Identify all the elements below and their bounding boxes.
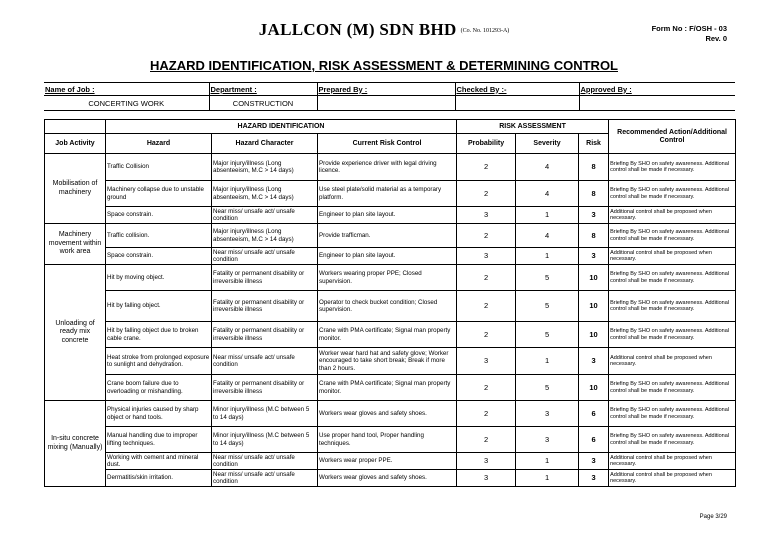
group-risk-assessment: RISK ASSESSMENT [457, 120, 609, 134]
hazard-character-cell: Major injury/illness (Long absenteeism, M.C > 14 days) [212, 154, 318, 181]
severity-cell: 3 [516, 427, 579, 453]
probability-cell: 2 [457, 427, 516, 453]
severity-cell: 1 [516, 207, 579, 224]
hazard-cell: Traffic Collision [106, 154, 212, 181]
hazard-cell: Space constrain. [106, 207, 212, 224]
risk-control-cell: Engineer to plan site layout. [318, 248, 457, 265]
severity-cell: 4 [516, 224, 579, 248]
job-activity-cell: In-situ concrete mixing (Manually) [45, 401, 106, 487]
risk-score-cell: 3 [579, 207, 609, 224]
risk-score-cell: 8 [579, 154, 609, 181]
recommended-action-cell: Additional control shall be proposed when necessary. [609, 348, 736, 375]
risk-control-cell: Use steel plate/solid material as a temporary platform. [318, 181, 457, 207]
approved-by-label: Approved By : [579, 83, 735, 96]
risk-control-cell: Engineer to plan site layout. [318, 207, 457, 224]
risk-control-cell: Crane with PMA certificate; Signal man property monitor. [318, 322, 457, 348]
checked-by-label: Checked By :- [455, 83, 579, 96]
hazard-cell: Traffic collision. [106, 224, 212, 248]
col-recommended: Recommended Action/Additional Control [609, 120, 736, 154]
col-severity: Severity [516, 134, 579, 154]
recommended-action-cell: Briefing By SHO on safety awareness. Additional control shall be made if necessary. [609, 265, 736, 291]
hazard-character-cell: Major injury/illness (Long absenteeism, M.C > 14 days) [212, 224, 318, 248]
document-title: HAZARD IDENTIFICATION, RISK ASSESSMENT & DETERMINING CONTROL [150, 58, 618, 73]
hazard-cell: Machinery collapse due to unstable ground [106, 181, 212, 207]
risk-score-cell: 3 [579, 248, 609, 265]
hazard-character-cell: Fatality or permanent disability or irreversible illness [212, 375, 318, 401]
risk-control-cell: Operator to check bucket condition; Closed supervision. [318, 291, 457, 322]
probability-cell: 2 [457, 375, 516, 401]
probability-cell: 2 [457, 181, 516, 207]
recommended-action-cell: Briefing By SHO on safety awareness. Additional control shall be made if necessary. [609, 401, 736, 427]
risk-score-cell: 10 [579, 322, 609, 348]
risk-score-cell: 10 [579, 291, 609, 322]
hazard-cell: Space constrain. [106, 248, 212, 265]
recommended-action-cell: Additional control shall be proposed when necessary. [609, 453, 736, 470]
risk-control-cell: Workers wear gloves and safety shoes. [318, 470, 457, 487]
hazard-character-cell: Near miss/ unsafe act/ unsafe condition [212, 248, 318, 265]
prepared-by-label: Prepared By : [317, 83, 455, 96]
probability-cell: 2 [457, 154, 516, 181]
probability-cell: 3 [457, 248, 516, 265]
hazard-character-cell: Fatality or permanent disability or irreversible illness [212, 265, 318, 291]
table-row [45, 224, 736, 248]
probability-cell: 2 [457, 322, 516, 348]
severity-cell: 5 [516, 265, 579, 291]
table-spacer-cell [45, 120, 106, 134]
col-current-risk-control: Current Risk Control [318, 134, 457, 154]
name-of-job-label: Name of Job : [44, 83, 209, 96]
form-number-block [652, 24, 727, 44]
job-info-table [44, 82, 735, 111]
hazard-table-body [45, 154, 736, 487]
probability-cell: 2 [457, 224, 516, 248]
recommended-action-cell: Briefing By SHO on safety awareness. Additional control shall be made if necessary. [609, 427, 736, 453]
col-probability: Probability [457, 134, 516, 154]
job-activity-cell: Mobilisation of machinery [45, 154, 106, 224]
name-of-job-value: CONCERTING WORK [44, 96, 209, 111]
recommended-action-cell: Briefing By SHO on safety awareness. Additional control shall be made if necessary. [609, 322, 736, 348]
table-row [45, 401, 736, 427]
severity-cell: 1 [516, 248, 579, 265]
checked-by-value [455, 96, 579, 111]
form-no: Form No : F/OSH - 03 [651, 24, 727, 33]
hazard-cell: Working with cement and mineral dust. [106, 453, 212, 470]
probability-cell: 2 [457, 265, 516, 291]
recommended-action-cell: Briefing By SHO on safety awareness. Additional control shall be made if necessary. [609, 154, 736, 181]
risk-control-cell: Provide experience driver with legal driving licence. [318, 154, 457, 181]
table-row [45, 375, 736, 401]
risk-control-cell: Workers wearing proper PPE; Closed supervision. [318, 265, 457, 291]
hazard-cell: Hit by falling object due to broken cable crane. [106, 322, 212, 348]
severity-cell: 1 [516, 470, 579, 487]
probability-cell: 3 [457, 207, 516, 224]
risk-score-cell: 10 [579, 265, 609, 291]
hazard-character-cell: Fatality or permanent disability or irreversible illness [212, 322, 318, 348]
job-activity-cell: Unloading of ready mix concrete [45, 265, 106, 401]
hazard-cell: Physical injuries caused by sharp object or hand tools. [106, 401, 212, 427]
probability-cell: 2 [457, 291, 516, 322]
risk-score-cell: 3 [579, 348, 609, 375]
risk-control-cell: Use proper hand tool, Proper handling techniques. [318, 427, 457, 453]
probability-cell: 3 [457, 348, 516, 375]
company-name: JALLCON (M) SDN BHD (Co. No. 101293-A) [258, 20, 510, 39]
hazard-character-cell: Minor injury/illness (M.C between 5 to 14 days) [212, 401, 318, 427]
col-hazard: Hazard [106, 134, 212, 154]
table-row [45, 207, 736, 224]
probability-cell: 3 [457, 453, 516, 470]
risk-control-cell: Provide trafficman. [318, 224, 457, 248]
revision: Rev. 0 [705, 34, 727, 43]
table-row [45, 470, 736, 487]
recommended-action-cell: Briefing By SHO on safety awareness. Additional control shall be made if necessary. [609, 224, 736, 248]
table-row [45, 427, 736, 453]
hazard-cell: Manual handling due to improper lifting techniques. [106, 427, 212, 453]
hazard-cell: Heat stroke from prolonged exposure to sunlight and dehydration. [106, 348, 212, 375]
col-risk: Risk [579, 134, 609, 154]
table-row [45, 265, 736, 291]
severity-cell: 5 [516, 322, 579, 348]
table-row [45, 348, 736, 375]
recommended-action-cell: Additional control shall be proposed when necessary. [609, 248, 736, 265]
table-row [45, 291, 736, 322]
severity-cell: 5 [516, 291, 579, 322]
hazard-character-cell: Near miss/ unsafe act/ unsafe condition [212, 470, 318, 487]
recommended-action-cell: Briefing By SHO on safety awareness. Additional control shall be made if necessary. [609, 181, 736, 207]
hazard-character-cell: Major injury/illness (Long absenteeism, M.C > 14 days) [212, 181, 318, 207]
recommended-action-cell: Additional control shall be proposed when necessary. [609, 470, 736, 487]
risk-score-cell: 10 [579, 375, 609, 401]
recommended-action-cell: Additional control shall be proposed when necessary. [609, 207, 736, 224]
hazard-cell: Crane boom failure due to overloading or mishandling. [106, 375, 212, 401]
probability-cell: 3 [457, 470, 516, 487]
risk-score-cell: 6 [579, 401, 609, 427]
company-reg-no: (Co. No. 101293-A) [460, 28, 510, 35]
risk-control-cell: Workers wear proper PPE. [318, 453, 457, 470]
risk-score-cell: 8 [579, 224, 609, 248]
risk-control-cell: Worker wear hard hat and safety glove; Worker encouraged to take short break; Break if more than 2 hours. [318, 348, 457, 375]
hazard-cell: Hit by moving object. [106, 265, 212, 291]
group-hazard-identification: HAZARD IDENTIFICATION [106, 120, 457, 134]
hazard-character-cell: Near miss/ unsafe act/ unsafe condition [212, 348, 318, 375]
department-label: Department : [209, 83, 317, 96]
job-activity-cell: Machinery movement within work area [45, 224, 106, 265]
table-row [45, 322, 736, 348]
risk-score-cell: 6 [579, 427, 609, 453]
hazard-cell: Hit by falling object. [106, 291, 212, 322]
hazard-table [44, 119, 736, 487]
severity-cell: 1 [516, 453, 579, 470]
risk-control-cell: Crane with PMA certificate; Signal man property monitor. [318, 375, 457, 401]
severity-cell: 4 [516, 154, 579, 181]
department-value: CONSTRUCTION [209, 96, 317, 111]
recommended-action-cell: Briefing By SHO on safety awareness. Additional control shall be made if necessary. [609, 375, 736, 401]
risk-score-cell: 3 [579, 470, 609, 487]
severity-cell: 3 [516, 401, 579, 427]
hazard-character-cell: Fatality or permanent disability or irreversible illness [212, 291, 318, 322]
page-number: Page 3/29 [699, 514, 727, 520]
col-hazard-character: Hazard Character [212, 134, 318, 154]
risk-control-cell: Workers wear gloves and safety shoes. [318, 401, 457, 427]
table-row [45, 248, 736, 265]
risk-score-cell: 3 [579, 453, 609, 470]
probability-cell: 2 [457, 401, 516, 427]
hazard-character-cell: Near miss/ unsafe act/ unsafe condition [212, 453, 318, 470]
severity-cell: 1 [516, 348, 579, 375]
hazard-character-cell: Minor injury/illness (M.C between 5 to 14 days) [212, 427, 318, 453]
approved-by-value [579, 96, 735, 111]
hazard-cell: Dermatitis/skin irritation. [106, 470, 212, 487]
risk-score-cell: 8 [579, 181, 609, 207]
hazard-character-cell: Near miss/ unsafe act/ unsafe condition [212, 207, 318, 224]
severity-cell: 4 [516, 181, 579, 207]
col-job-activity: Job Activity [45, 134, 106, 154]
table-row [45, 181, 736, 207]
recommended-action-cell: Briefing By SHO on safety awareness. Additional control shall be made if necessary. [609, 291, 736, 322]
severity-cell: 5 [516, 375, 579, 401]
table-row [45, 453, 736, 470]
prepared-by-value [317, 96, 455, 111]
table-row [45, 154, 736, 181]
